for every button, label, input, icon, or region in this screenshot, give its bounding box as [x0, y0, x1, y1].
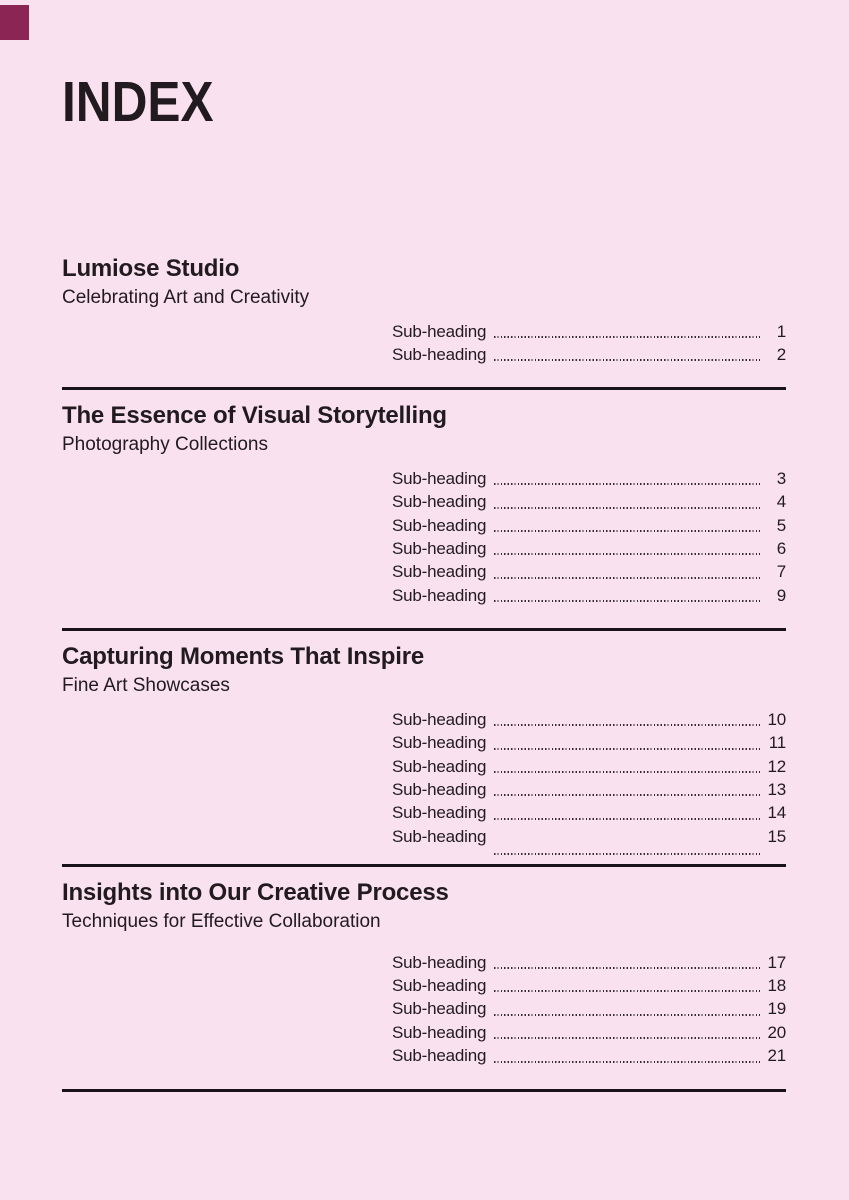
section-title: Insights into Our Creative Process	[62, 879, 449, 907]
toc-entry[interactable]	[392, 801, 786, 824]
toc-section	[62, 879, 786, 1092]
dotted-leader	[494, 853, 760, 855]
toc-entry-label: Sub-heading	[392, 562, 487, 582]
toc-section	[62, 643, 786, 867]
section-subtitle: Photography Collections	[62, 434, 268, 456]
toc-entry[interactable]	[392, 320, 786, 343]
toc-entry[interactable]	[392, 514, 786, 537]
toc-entry-label: Sub-heading	[392, 539, 487, 559]
page-number: 1	[776, 321, 786, 341]
section-divider	[62, 1089, 786, 1092]
toc-entry[interactable]	[392, 343, 786, 366]
toc-entry-label: Sub-heading	[392, 803, 487, 823]
toc-entry[interactable]	[392, 997, 786, 1020]
page-content	[0, 70, 849, 1092]
page-number: 2	[776, 344, 786, 364]
toc-entry-label: Sub-heading	[392, 709, 487, 729]
toc-entry[interactable]	[392, 974, 786, 997]
page-number: 3	[776, 468, 786, 488]
toc-entry-label: Sub-heading	[392, 585, 487, 605]
section-subtitle: Celebrating Art and Creativity	[62, 286, 310, 308]
dotted-leader	[494, 507, 760, 509]
dotted-leader	[494, 483, 760, 485]
dotted-leader	[494, 530, 760, 532]
toc-sections	[62, 255, 786, 1092]
toc-entry-label: Sub-heading	[392, 826, 487, 846]
section-title: Capturing Moments That Inspire	[62, 643, 425, 671]
toc-entry[interactable]	[392, 560, 786, 583]
dotted-leader	[494, 748, 760, 750]
toc-section	[62, 255, 786, 390]
page-number: 14	[767, 803, 786, 823]
toc-entries	[392, 467, 786, 607]
toc-entry[interactable]	[392, 825, 786, 848]
dotted-leader	[494, 967, 760, 969]
section-divider	[62, 628, 786, 631]
dotted-leader	[494, 577, 760, 579]
page-number: 11	[768, 733, 786, 753]
toc-entry-label: Sub-heading	[392, 999, 487, 1019]
dotted-leader	[494, 990, 760, 992]
toc-entry[interactable]	[392, 755, 786, 778]
toc-entries	[392, 320, 786, 367]
toc-entry-label: Sub-heading	[392, 321, 487, 341]
page-number: 4	[776, 492, 786, 512]
page-number: 21	[767, 1046, 786, 1066]
toc-entry-label: Sub-heading	[392, 1022, 487, 1042]
toc-entry[interactable]	[392, 1021, 786, 1044]
corner-accent-mark	[0, 5, 29, 40]
page-number: 7	[776, 562, 786, 582]
section-divider	[62, 387, 786, 390]
section-subtitle: Techniques for Effective Collaboration	[62, 910, 381, 932]
toc-entry-label: Sub-heading	[392, 468, 487, 488]
section-subtitle: Fine Art Showcases	[62, 675, 230, 697]
page-number: 13	[767, 779, 786, 799]
page-number: 20	[767, 1022, 786, 1042]
section-title: Lumiose Studio	[62, 255, 240, 282]
toc-entry[interactable]	[392, 731, 786, 754]
dotted-leader	[494, 1061, 760, 1063]
dotted-leader	[494, 771, 760, 773]
toc-entry-label: Sub-heading	[392, 515, 487, 535]
dotted-leader	[494, 724, 760, 726]
toc-entry[interactable]	[392, 537, 786, 560]
toc-entries	[392, 951, 786, 1068]
page-number: 19	[767, 999, 786, 1019]
page-number: 17	[767, 952, 786, 972]
dotted-leader	[494, 1014, 760, 1016]
page-title: INDEX	[62, 70, 214, 134]
dotted-leader	[494, 1037, 760, 1039]
toc-entry[interactable]	[392, 467, 786, 490]
page-number: 10	[767, 709, 786, 729]
toc-entry[interactable]	[392, 584, 786, 607]
toc-entry[interactable]	[392, 951, 786, 974]
page-number: 15	[767, 826, 786, 846]
page-number: 9	[776, 585, 786, 605]
section-title: The Essence of Visual Storytelling	[62, 402, 447, 430]
toc-entries	[392, 708, 786, 848]
dotted-leader	[494, 794, 760, 796]
page-number: 5	[776, 515, 786, 535]
toc-entry[interactable]	[392, 708, 786, 731]
dotted-leader	[494, 818, 760, 820]
toc-entry[interactable]	[392, 490, 786, 513]
toc-entry[interactable]	[392, 778, 786, 801]
toc-entry-label: Sub-heading	[392, 1046, 487, 1066]
section-divider	[62, 864, 786, 867]
page-number: 18	[767, 976, 786, 996]
dotted-leader	[494, 600, 760, 602]
toc-entry-label: Sub-heading	[392, 733, 487, 753]
toc-entry-label: Sub-heading	[392, 779, 487, 799]
page-number: 6	[776, 539, 786, 559]
dotted-leader	[494, 553, 760, 555]
toc-entry-label: Sub-heading	[392, 756, 487, 776]
toc-entry-label: Sub-heading	[392, 976, 487, 996]
page-number: 12	[767, 756, 786, 776]
toc-entry-label: Sub-heading	[392, 492, 487, 512]
dotted-leader	[494, 359, 760, 361]
toc-entry-label: Sub-heading	[392, 952, 487, 972]
toc-entry-label: Sub-heading	[392, 344, 487, 364]
dotted-leader	[494, 336, 760, 338]
toc-entry[interactable]	[392, 1044, 786, 1067]
toc-section	[62, 402, 786, 631]
